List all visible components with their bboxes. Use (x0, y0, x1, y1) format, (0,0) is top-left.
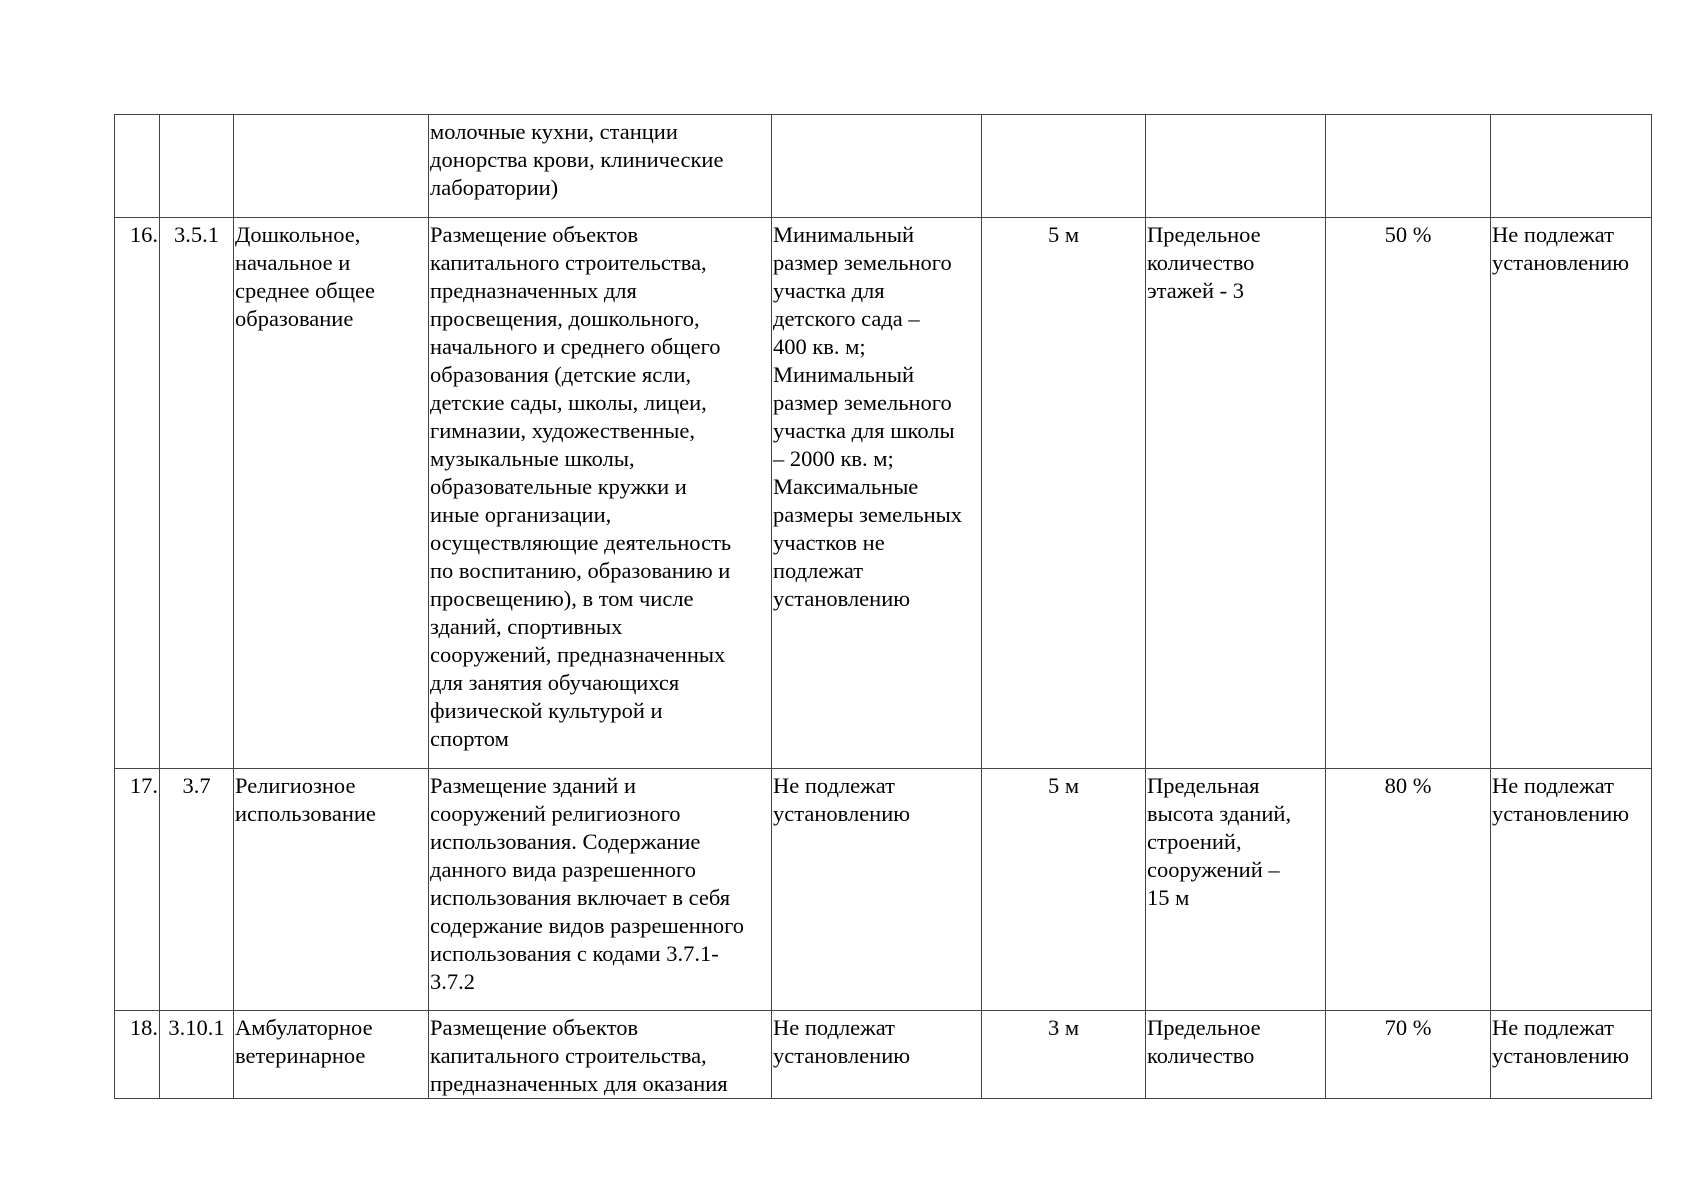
use-name: Религиозное использование (234, 769, 429, 1011)
use-code: 3.7 (160, 769, 234, 1011)
use-name: Амбулаторное ветеринарное (234, 1011, 429, 1099)
height-limit: Предельное количество (1146, 1011, 1326, 1099)
setback: 5 м (982, 769, 1146, 1011)
setback: 5 м (982, 218, 1146, 769)
coverage: 80 % (1326, 769, 1491, 1011)
setback (982, 115, 1146, 218)
use-description: Размещение объектов капитального строительства, предназначенных для просвещения, дошкольного, начального и среднего общего образования (детские ясли, детские сады, школы, лицеи, гимназии, художественные, музыкальные школы, образовательные кружки и иные организации, осуществляющие деятельность по воспитанию, образованию и просвещению), в том числе зданий, спортивных сооружений, предназначенных для занятия обучающихся физической культурой и спортом (429, 218, 772, 769)
coverage (1326, 115, 1491, 218)
plot-size (772, 115, 982, 218)
use-code (160, 115, 234, 218)
table-row (115, 769, 1652, 1011)
height-limit (1146, 115, 1326, 218)
use-name: Дошкольное, начальное и среднее общее образование (234, 218, 429, 769)
plot-size: Не подлежат установлению (772, 769, 982, 1011)
setback: 3 м (982, 1011, 1146, 1099)
other-params: Не подлежат установлению (1491, 769, 1652, 1011)
row-number: 16. (115, 218, 160, 769)
use-description: молочные кухни, станции донорства крови, клинические лаборатории) (429, 115, 772, 218)
table-row (115, 218, 1652, 769)
table-row (115, 1011, 1652, 1099)
use-code: 3.5.1 (160, 218, 234, 769)
row-number (115, 115, 160, 218)
plot-size: Минимальный размер земельного участка для детского сада – 400 кв. м; Минимальный размер земельного участка для школы – 2000 кв. м; Максимальные размеры земельных участков не подлежат установлению (772, 218, 982, 769)
land-use-regulations-table (114, 114, 1652, 1099)
other-params (1491, 115, 1652, 218)
use-description: Размещение объектов капитального строительства, предназначенных для оказания (429, 1011, 772, 1099)
use-description: Размещение зданий и сооружений религиозного использования. Содержание данного вида разрешенного использования включает в себя содержание видов разрешенного использования с кодами 3.7.1- 3.7.2 (429, 769, 772, 1011)
height-limit: Предельная высота зданий, строений, сооружений – 15 м (1146, 769, 1326, 1011)
row-number: 18. (115, 1011, 160, 1099)
other-params: Не подлежат установлению (1491, 218, 1652, 769)
use-code: 3.10.1 (160, 1011, 234, 1099)
other-params: Не подлежат установлению (1491, 1011, 1652, 1099)
height-limit: Предельное количество этажей - 3 (1146, 218, 1326, 769)
use-name (234, 115, 429, 218)
row-number: 17. (115, 769, 160, 1011)
table-row (115, 115, 1652, 218)
coverage: 50 % (1326, 218, 1491, 769)
coverage: 70 % (1326, 1011, 1491, 1099)
plot-size: Не подлежат установлению (772, 1011, 982, 1099)
